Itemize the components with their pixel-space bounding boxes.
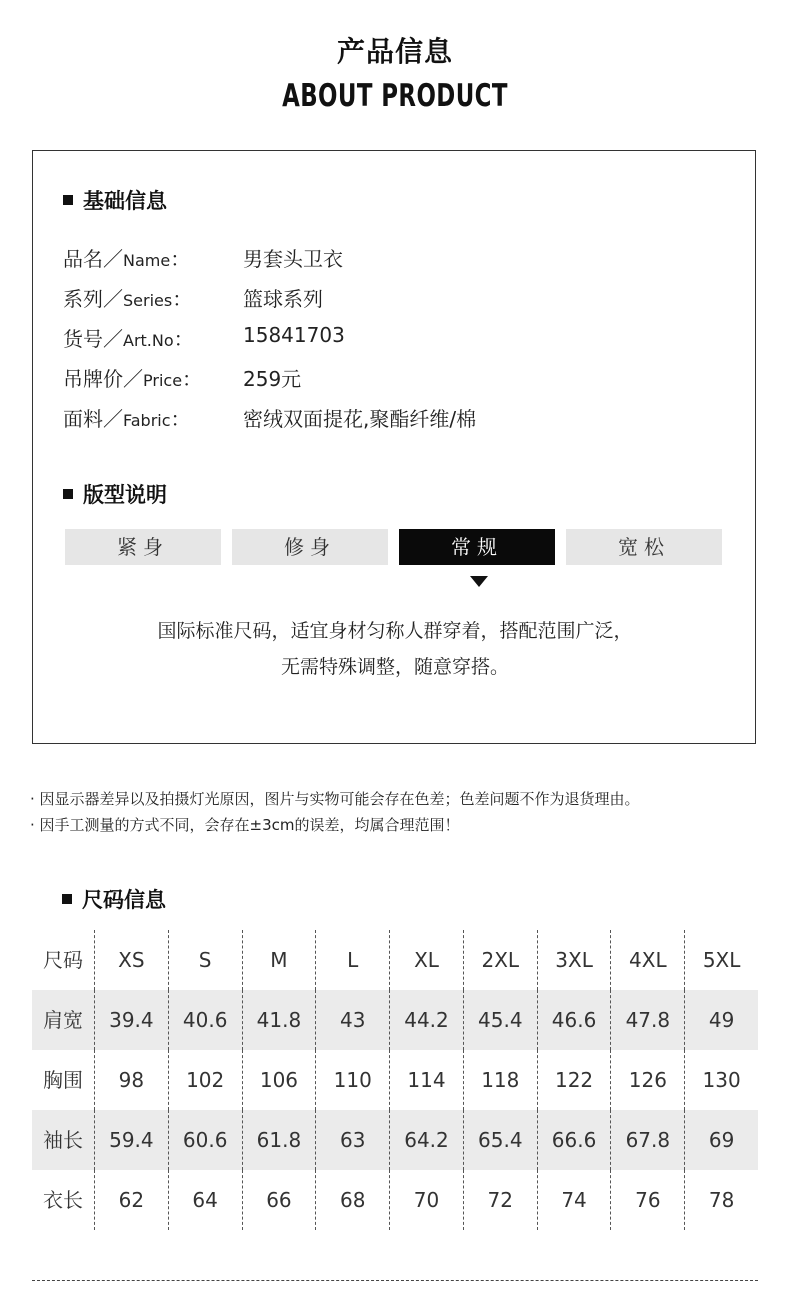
table-cell: 122	[537, 1050, 611, 1110]
table-cell: 118	[463, 1050, 537, 1110]
info-label	[63, 243, 243, 272]
size-header-cell: L	[315, 930, 389, 990]
size-header-cell: XS	[94, 930, 168, 990]
info-label	[63, 283, 243, 312]
size-header-cell: 5XL	[684, 930, 758, 990]
table-cell: 64.2	[389, 1110, 463, 1170]
table-cell: 44.2	[389, 990, 463, 1050]
info-row-name	[63, 243, 343, 272]
row-label: 肩宽	[42, 1008, 83, 1032]
size-header-cell: S	[168, 930, 242, 990]
fit-heading	[63, 479, 167, 509]
fit-description-line-2: 无需特殊调整，随意穿搭。	[280, 656, 509, 678]
table-cell: 67.8	[610, 1110, 684, 1170]
size-header-cell: 3XL	[537, 930, 611, 990]
table-cell: 69	[684, 1110, 758, 1170]
row-label: 袖长	[42, 1128, 83, 1152]
label-en: Series	[123, 291, 173, 310]
table-cell: 40.6	[168, 990, 242, 1050]
table-row	[32, 1110, 758, 1170]
size-header-label: 尺码	[42, 948, 83, 972]
info-label	[63, 363, 243, 392]
table-cell: 70	[389, 1170, 463, 1230]
fit-option-slim: 修身	[232, 529, 388, 565]
table-cell: 102	[168, 1050, 242, 1110]
basic-info-heading	[63, 185, 167, 215]
table-cell: 74	[537, 1170, 611, 1230]
table-cell: 66	[242, 1170, 316, 1230]
size-table-header-row	[32, 930, 758, 990]
fit-scale	[65, 529, 722, 565]
page-subtitle: ABOUT PRODUCT	[282, 78, 508, 114]
info-row-art-no	[63, 323, 345, 352]
label-en: Fabric	[123, 411, 171, 430]
table-row	[32, 1170, 758, 1230]
info-value: 密绒双面提花,聚酯纤维/棉	[243, 407, 477, 431]
label-colon: ：	[172, 287, 193, 311]
square-bullet-icon	[63, 195, 73, 205]
table-row	[32, 1050, 758, 1110]
table-cell: 106	[242, 1050, 316, 1110]
size-header-cell: XL	[389, 930, 463, 990]
label-cn: 系列／	[63, 287, 123, 311]
table-cell: 68	[315, 1170, 389, 1230]
info-label	[63, 403, 243, 432]
fit-heading-text: 版型说明	[83, 483, 167, 507]
product-info-box	[32, 150, 756, 744]
info-value: 259元	[243, 367, 302, 391]
size-header-cell: M	[242, 930, 316, 990]
label-en: Price	[143, 371, 183, 390]
fit-description	[33, 613, 757, 685]
bottom-divider	[32, 1280, 758, 1281]
label-colon: ：	[182, 367, 203, 391]
label-en: Art.No	[123, 331, 174, 350]
info-row-fabric	[63, 403, 476, 432]
triangle-down-icon	[470, 576, 488, 587]
table-cell: 61.8	[242, 1110, 316, 1170]
info-label	[63, 323, 243, 352]
label-cn: 面料／	[63, 407, 123, 431]
size-table	[32, 930, 758, 1230]
size-header-cell: 4XL	[610, 930, 684, 990]
table-cell: 98	[94, 1050, 168, 1110]
size-info-heading-text: 尺码信息	[82, 888, 166, 912]
fit-option-regular: 常规	[399, 529, 555, 565]
info-value: 篮球系列	[243, 287, 323, 311]
row-label: 衣长	[42, 1188, 83, 1212]
size-header-cell: 2XL	[463, 930, 537, 990]
row-label: 胸围	[42, 1068, 83, 1092]
table-cell: 126	[610, 1050, 684, 1110]
table-cell: 45.4	[463, 990, 537, 1050]
label-en: Name	[123, 251, 171, 270]
table-cell: 62	[94, 1170, 168, 1230]
disclaimer-line-1: · 因显示器差异以及拍摄灯光原因，图片与实物可能会存在色差；色差问题不作为退货理由。	[30, 790, 640, 808]
table-cell: 64	[168, 1170, 242, 1230]
info-row-series	[63, 283, 323, 312]
fit-option-tight: 紧身	[65, 529, 221, 565]
label-colon: ：	[170, 407, 191, 431]
fit-option-loose: 宽松	[566, 529, 722, 565]
info-row-price	[63, 363, 301, 392]
table-cell: 41.8	[242, 990, 316, 1050]
table-cell: 130	[684, 1050, 758, 1110]
table-cell: 60.6	[168, 1110, 242, 1170]
table-cell: 114	[389, 1050, 463, 1110]
square-bullet-icon	[63, 489, 73, 499]
label-colon: ：	[170, 247, 191, 271]
info-value: 15841703	[243, 323, 345, 347]
label-cn: 吊牌价／	[63, 367, 143, 391]
table-cell: 65.4	[463, 1110, 537, 1170]
square-bullet-icon	[62, 894, 72, 904]
disclaimer-line-2: · 因手工测量的方式不同，会存在±3cm的误差，均属合理范围！	[30, 816, 460, 834]
table-cell: 66.6	[537, 1110, 611, 1170]
table-cell: 59.4	[94, 1110, 168, 1170]
table-cell: 47.8	[610, 990, 684, 1050]
table-cell: 78	[684, 1170, 758, 1230]
info-value: 男套头卫衣	[243, 247, 343, 271]
table-cell: 72	[463, 1170, 537, 1230]
label-colon: ：	[173, 327, 194, 351]
table-cell: 43	[315, 990, 389, 1050]
table-cell: 110	[315, 1050, 389, 1110]
table-cell: 76	[610, 1170, 684, 1230]
basic-info-heading-text: 基础信息	[83, 189, 167, 213]
table-cell: 49	[684, 990, 758, 1050]
table-cell: 46.6	[537, 990, 611, 1050]
table-cell: 39.4	[94, 990, 168, 1050]
table-row	[32, 990, 758, 1050]
size-info-heading	[62, 884, 166, 914]
label-cn: 品名／	[63, 247, 123, 271]
fit-description-line-1: 国际标准尺码，适宜身材匀称人群穿着，搭配范围广泛，	[157, 620, 633, 642]
table-cell: 63	[315, 1110, 389, 1170]
page-title: 产品信息	[336, 35, 453, 68]
disclaimer-notes	[30, 786, 640, 838]
label-cn: 货号／	[63, 327, 123, 351]
